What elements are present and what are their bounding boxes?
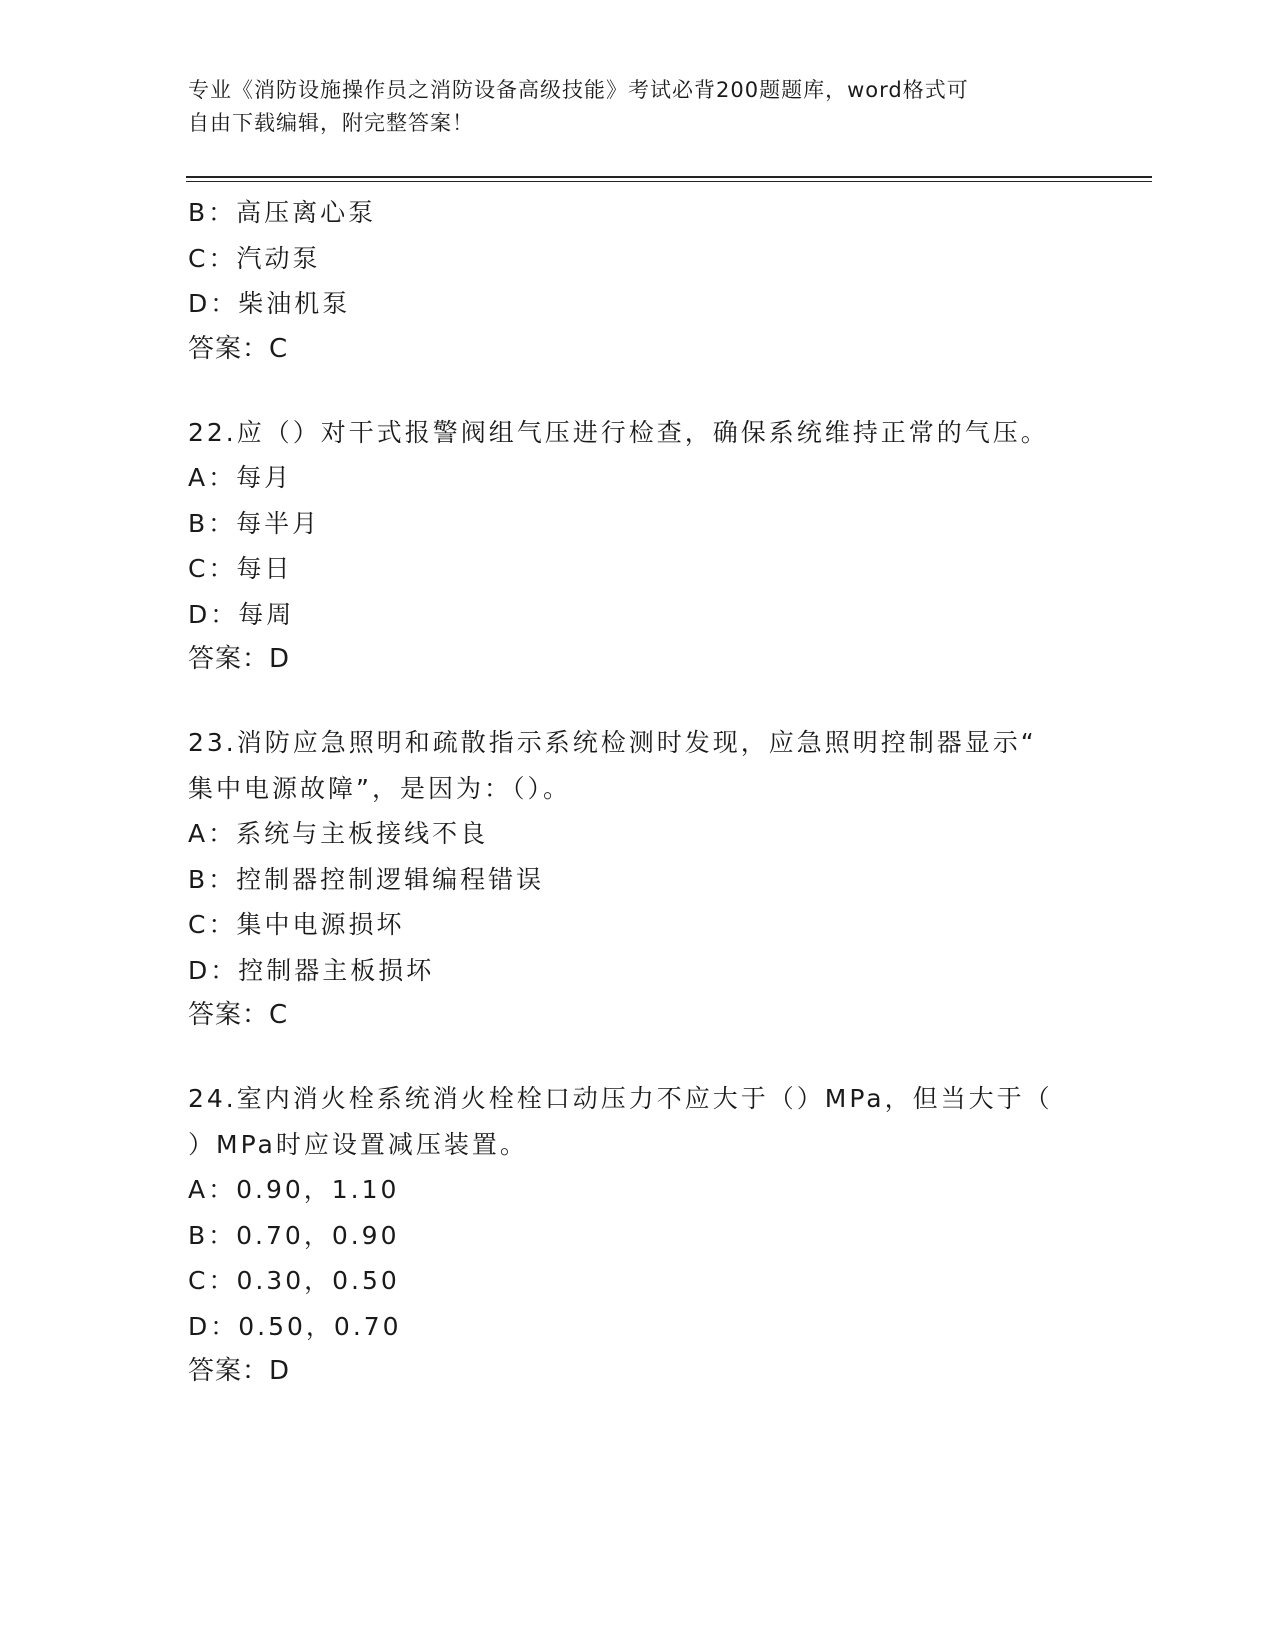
answer: 答案：D — [188, 644, 291, 674]
document-body — [188, 190, 1088, 1394]
question-22 — [188, 410, 1088, 683]
option-d: D：柴油机泵 — [188, 289, 351, 318]
option-c: C：集中电源损坏 — [188, 910, 405, 939]
option-a: A：每月 — [188, 463, 293, 492]
option-c: C：汽动泵 — [188, 243, 321, 273]
question-21-continued — [188, 190, 1088, 372]
option-d: D：控制器主板损坏 — [188, 955, 435, 985]
answer: 答案：D — [188, 1356, 291, 1386]
question-24 — [188, 1076, 1088, 1394]
option-d: D：0.50，0.70 — [188, 1311, 402, 1341]
option-b: B：控制器控制逻辑编程错误 — [188, 864, 545, 894]
question-text-line-1: 23.消防应急照明和疏散指示系统检测时发现，应急照明控制器显示“ — [188, 728, 1037, 757]
question-text-line-2: 集中电源故障”，是因为：（）。 — [188, 773, 571, 803]
option-c: C：每日 — [188, 554, 293, 583]
option-b: B：每半月 — [188, 508, 321, 538]
option-b: B：0.70，0.90 — [188, 1220, 400, 1250]
header-divider — [186, 176, 1152, 182]
header-line-1: 专业《消防设施操作员之消防设备高级技能》考试必背200题题库，word格式可 — [188, 78, 969, 102]
question-text: 22.应（）对干式报警阀组气压进行检查，确保系统维持正常的气压。 — [188, 417, 1049, 447]
option-d: D：每周 — [188, 599, 295, 629]
page-header — [188, 74, 1068, 140]
option-a: A：0.90，1.10 — [188, 1175, 400, 1204]
answer: 答案：C — [188, 333, 289, 364]
question-text-line-1: 24.室内消火栓系统消火栓栓口动压力不应大于（）MPa，但当大于（ — [188, 1084, 1053, 1113]
header-line-2: 自由下载编辑，附完整答案！ — [188, 111, 474, 135]
option-b: B：高压离心泵 — [188, 198, 377, 227]
option-a: A：系统与主板接线不良 — [188, 819, 489, 848]
answer: 答案：C — [188, 1000, 289, 1030]
question-23 — [188, 720, 1088, 1038]
option-c: C：0.30，0.50 — [188, 1266, 400, 1295]
question-text-line-2: ）MPa时应设置减压装置。 — [188, 1129, 528, 1159]
